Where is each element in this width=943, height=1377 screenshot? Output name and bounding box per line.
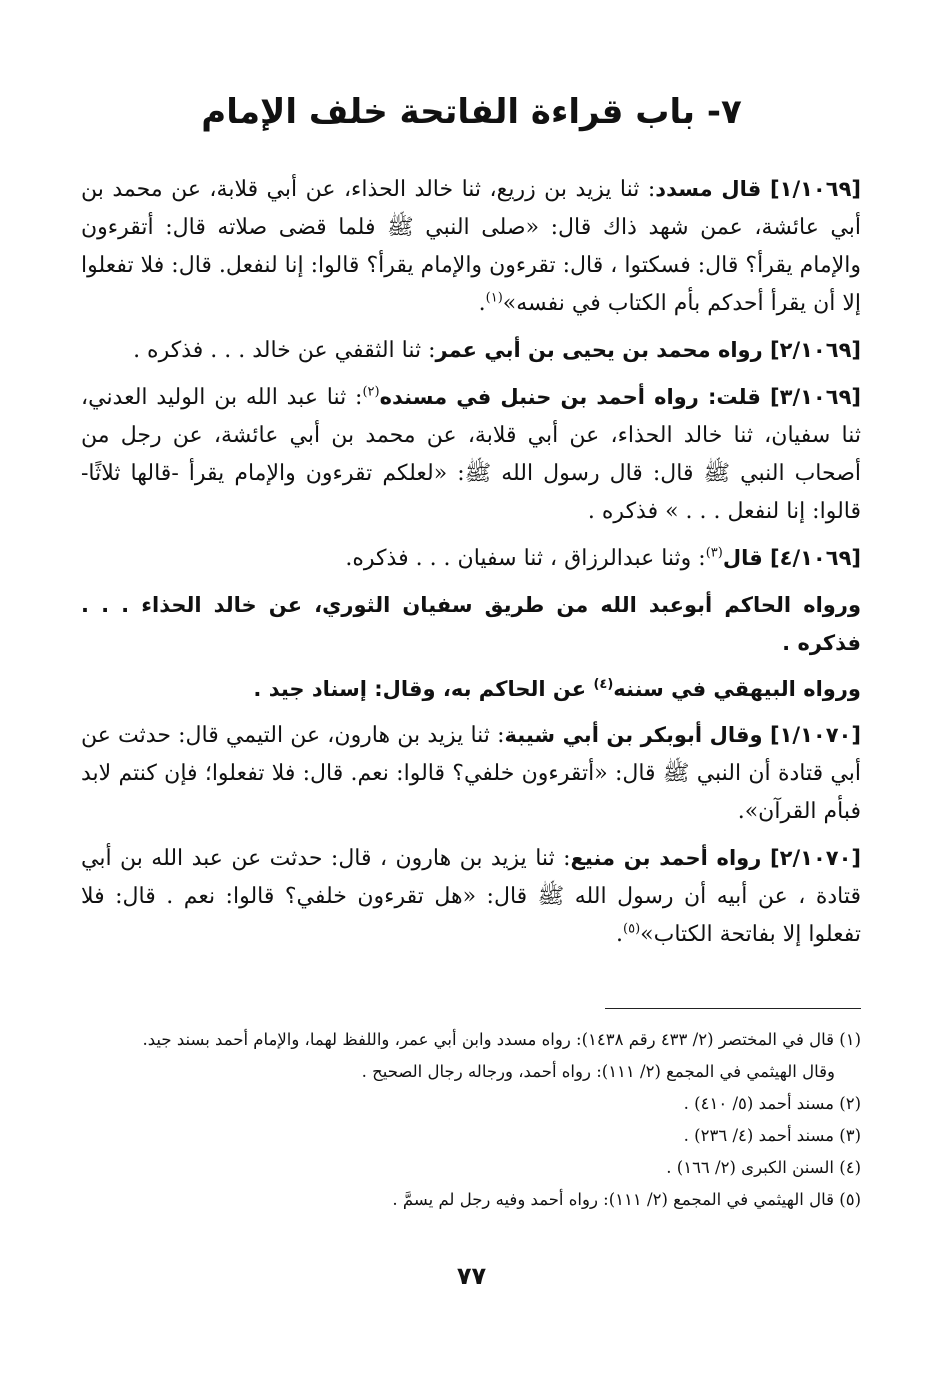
footnotes: [61, 1024, 861, 1216]
hadith-paragraph: [81, 539, 861, 578]
bold-line: ورواه الحاكم أبوعبد الله من طريق سفيان الثوري، عن خالد الحذاء . . . فذكره .: [81, 593, 861, 655]
punctuation: .: [478, 291, 486, 316]
hadith-paragraph: [81, 839, 861, 954]
hadith-reference: [٢/١٠٧٠] رواه أحمد بن منيع: [570, 846, 862, 870]
bold-line: [81, 670, 861, 708]
hadith-reference: [٤/١٠٦٩] قال: [722, 546, 861, 570]
hadith-text: : ثنا يزيد بن زريع، ثنا خالد الحذاء، عن أبي قلابة، عن محمد بن أبي عائشة، عمن شهد ذاك قال: «صلى النبي ﷺ فلما قضى صلاته قال: أتقرءون والإمام يقرأ؟ قال: فسكتوا ، قال: تقرءون والإمام يقرأ؟ قالوا: إنا لنفعل. قال: فلا تفعلوا إلا أن يقرأ أحدكم بأم الكتاب في نفسه»: [81, 177, 861, 316]
hadith-text: : ثنا عبد الله بن الوليد العدني، ثنا سفيان، ثنا خالد الحذاء، عن أبي قلابة، عن محمد بن أبي عائشة، عن رجل من أصحاب النبي ﷺ قال: قال رسول الله ﷺ: «لعلكم تقرءون والإمام يقرأ -قالها ثلاثًا- قالوا: إنا لنفعل . . . » فذكره .: [81, 385, 861, 524]
footnote: (٢) مسند أحمد (٥/ ٤١٠) .: [683, 1094, 861, 1113]
chapter-title: ٧- باب قراءة الفاتحة خلف الإمام: [201, 92, 742, 132]
footnote-marker: (١): [485, 290, 503, 306]
footnote-marker: (٣): [705, 545, 723, 561]
footnote: (٤) السنن الكبرى (٢/ ١٦٦) .: [666, 1158, 861, 1177]
hadith-reference: [١/١٠٦٩] قال مسدد: [655, 177, 861, 201]
footnote: (١) قال في المختصر (٢/ ٤٣٣ رقم ١٤٣٨): رواه مسدد وابن أبي عمر، واللفظ لهما، والإمام أحمد بسند جيد.: [142, 1030, 861, 1049]
page-number: ٧٧: [456, 1262, 487, 1290]
bayhaqi-rest: عن الحاكم به، وقال: إسناد جيد .: [253, 677, 594, 701]
hadith-paragraph: [81, 170, 861, 323]
footnote-marker: (٢): [362, 384, 380, 400]
hadith-text: : وثنا عبدالرزاق ، ثنا سفيان . . . فذكره.: [345, 546, 706, 571]
hadith-reference: [١/١٠٧٠] وقال أبوبكر بن أبي شيبة: [504, 723, 861, 747]
punctuation: .: [616, 922, 624, 947]
footnote: (٥) قال الهيثمي في المجمع (٢/ ١١١): رواه أحمد وفيه رجل لم يسمَّ .: [392, 1190, 861, 1209]
bayhaqi-lead: ورواه البيهقي في سننه: [613, 677, 861, 701]
hadith-paragraph: [81, 716, 861, 831]
footnote-divider: [605, 1008, 861, 1009]
footnote-marker: (٥): [623, 921, 641, 937]
footnote: وقال الهيثمي في المجمع (٢/ ١١١): رواه أحمد، ورجاله رجال الصحيح .: [361, 1062, 835, 1081]
hadith-paragraph: [81, 331, 861, 370]
hadith-paragraph: [81, 378, 861, 531]
hadith-reference: [٣/١٠٦٩] قلت: رواه أحمد بن حنبل في مسنده: [379, 385, 861, 409]
footnote-marker: (٤): [593, 677, 614, 692]
hadith-text: : ثنا يزيد بن هارون، عن التيمي قال: حدثت عن أبي قتادة أن النبي ﷺ قال: «أتقرءون خلفي؟ قالوا: نعم. قال: فلا تفعلوا؛ فإن كنتم لابد فبأم القرآن».: [81, 723, 861, 824]
hadith-text: : ثنا الثقفي عن خالد . . . فذكره .: [133, 338, 436, 363]
main-text: [81, 170, 861, 962]
hadith-reference: [٢/١٠٦٩] رواه محمد بن يحيى بن أبي عمر: [435, 338, 861, 362]
hadith-text: : ثنا يزيد بن هارون ، قال: حدثت عن عبد الله بن أبي قتادة ، عن أبيه أن رسول الله ﷺ قال: «هل تقرءون خلفي؟ قالوا: نعم . قال: فلا تفعلوا إلا بفاتحة الكتاب»: [81, 846, 861, 947]
footnote: (٣) مسند أحمد (٤/ ٢٣٦) .: [683, 1126, 861, 1145]
